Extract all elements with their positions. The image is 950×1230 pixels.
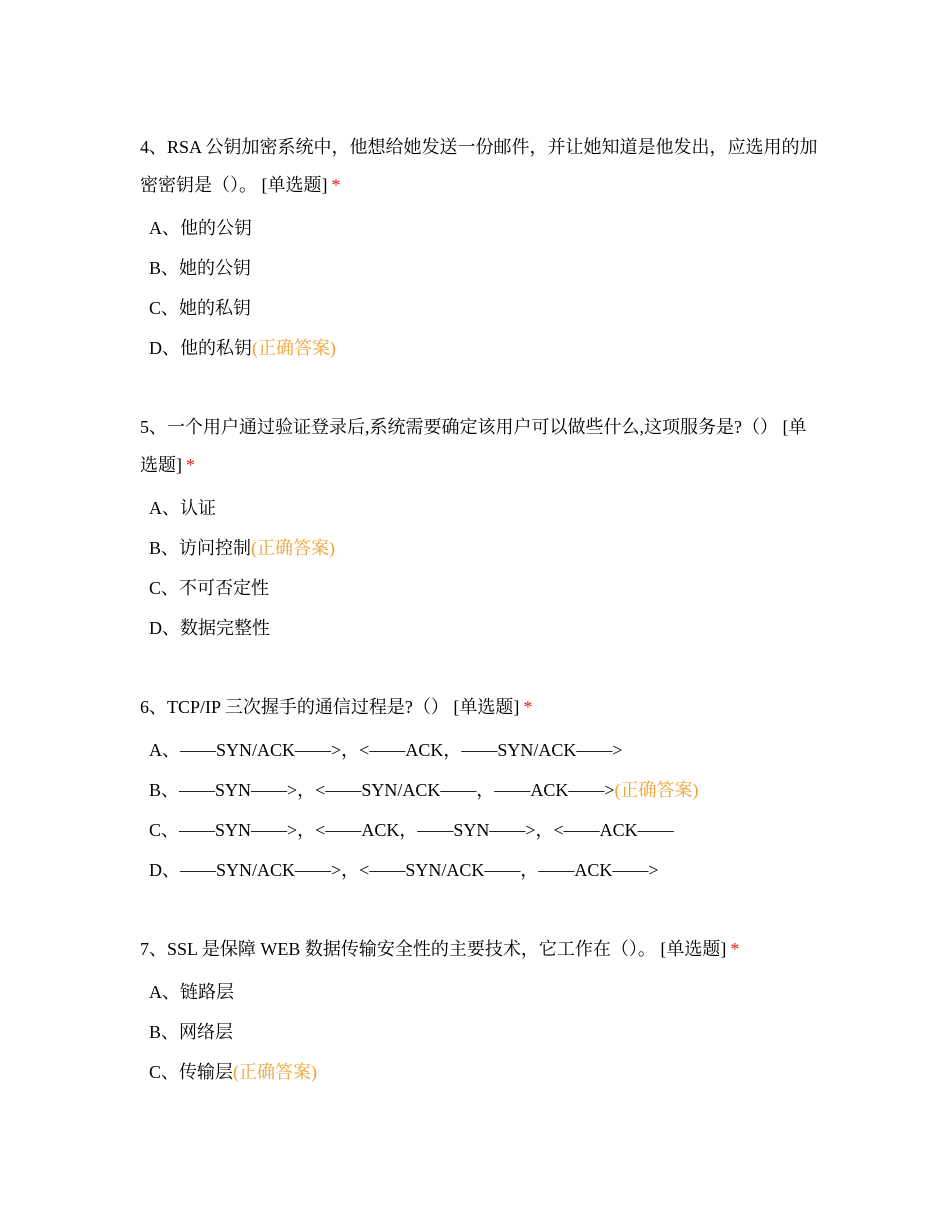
option-a[interactable]: [149, 730, 820, 770]
question-4: [140, 128, 820, 368]
question-title: [140, 688, 820, 726]
question-title: [140, 930, 820, 968]
option-label: A、链路层: [149, 982, 234, 1002]
option-label: C、她的私钥: [149, 298, 252, 318]
required-star: *: [523, 697, 533, 717]
option-label: D、——SYN/ACK——>，<——SYN/ACK——，——ACK——>: [149, 860, 659, 880]
correct-answer-tag: (正确答案): [251, 538, 336, 558]
option-a[interactable]: [149, 972, 820, 1012]
option-d[interactable]: [149, 850, 820, 890]
option-list: [140, 208, 820, 368]
question-text: 5、一个用户通过验证登录后,系统需要确定该用户可以做些什么,这项服务是?（） [单选题]: [140, 417, 807, 475]
option-label: D、他的私钥: [149, 338, 252, 358]
option-label: C、——SYN——>，<——ACK，——SYN——>，<——ACK——: [149, 820, 674, 840]
question-title: [140, 408, 820, 484]
option-label: B、她的公钥: [149, 258, 252, 278]
required-star: *: [331, 175, 341, 195]
option-b[interactable]: [149, 248, 820, 288]
option-c[interactable]: [149, 1052, 820, 1092]
option-label: C、传输层: [149, 1062, 234, 1082]
option-label: A、他的公钥: [149, 218, 252, 238]
option-list: [140, 730, 820, 890]
option-d[interactable]: [149, 608, 820, 648]
option-a[interactable]: [149, 208, 820, 248]
option-label: A、——SYN/ACK——>，<——ACK，——SYN/ACK——>: [149, 740, 623, 760]
correct-answer-tag: (正确答案): [233, 1062, 318, 1082]
option-a[interactable]: [149, 488, 820, 528]
correct-answer-tag: (正确答案): [252, 338, 336, 358]
option-b[interactable]: [149, 770, 820, 810]
question-text: 6、TCP/IP 三次握手的通信过程是?（） [单选题]: [140, 697, 520, 717]
required-star: *: [186, 455, 195, 475]
question-6: [140, 688, 820, 890]
option-list: [140, 488, 820, 648]
option-label: B、访问控制: [149, 538, 252, 558]
question-text: 7、SSL 是保障 WEB 数据传输安全性的主要技术，它工作在（）。 [单选题]: [140, 939, 727, 959]
option-label: A、认证: [149, 498, 216, 518]
question-7: [140, 930, 820, 1092]
option-label: C、不可否定性: [149, 578, 270, 598]
question-text: 4、RSA 公钥加密系统中，他想给她发送一份邮件，并让她知道是他发出，应选用的加密密钥是（）。 [单选题]: [140, 137, 818, 195]
option-b[interactable]: [149, 528, 820, 568]
correct-answer-tag: (正确答案): [614, 780, 699, 800]
question-title: [140, 128, 820, 204]
option-list: [140, 972, 820, 1092]
option-c[interactable]: [149, 568, 820, 608]
option-d[interactable]: [149, 328, 820, 368]
question-5: [140, 408, 820, 648]
option-b[interactable]: [149, 1012, 820, 1052]
required-star: *: [730, 939, 740, 959]
option-label: D、数据完整性: [149, 618, 270, 638]
option-c[interactable]: [149, 810, 820, 850]
option-c[interactable]: [149, 288, 820, 328]
option-label: B、——SYN——>，<——SYN/ACK——，——ACK——>: [149, 780, 615, 800]
option-label: B、网络层: [149, 1022, 234, 1042]
